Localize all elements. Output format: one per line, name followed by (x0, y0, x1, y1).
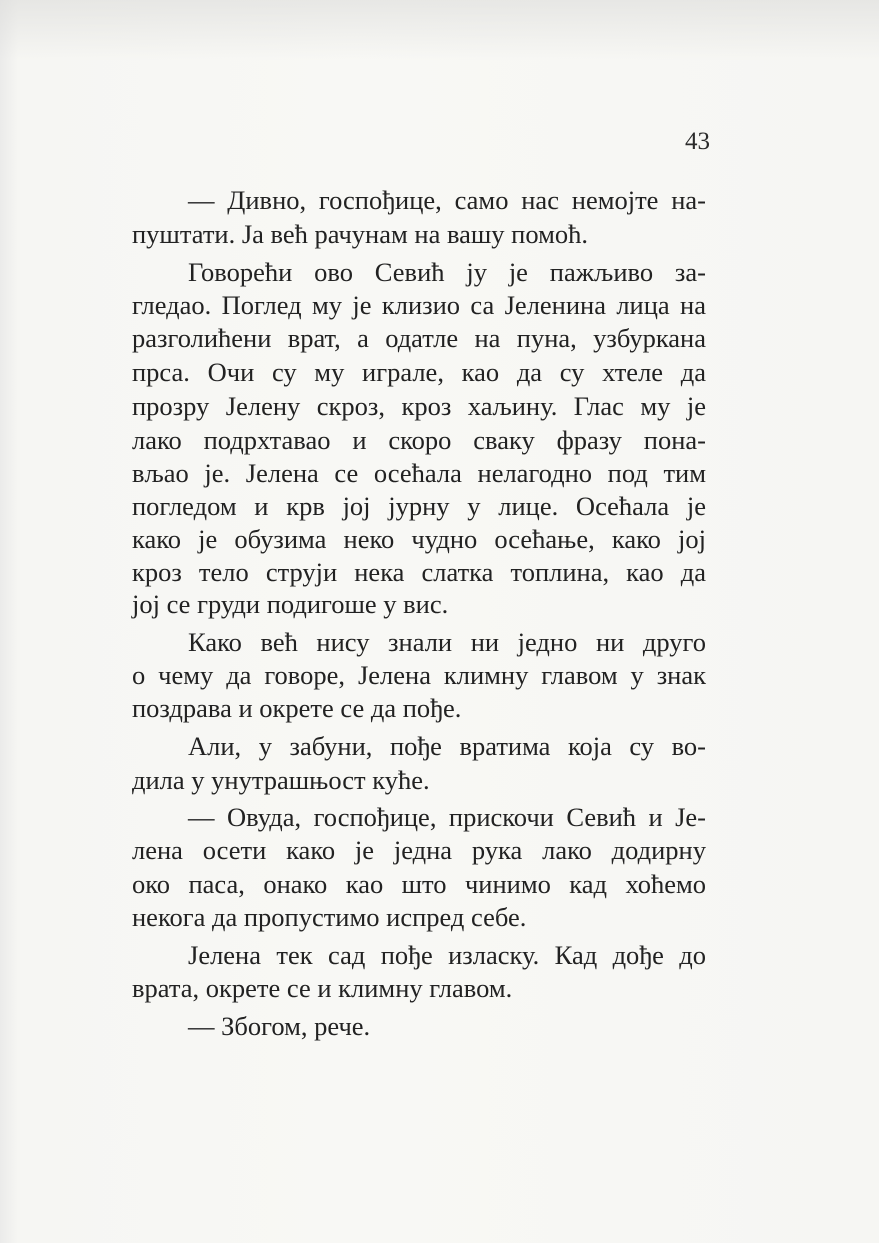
text-line: Говорећи ово Севић ју је пажљиво за- (188, 257, 706, 287)
text-line: — Дивно, госпођице, само нас немојте на- (188, 185, 706, 215)
text-line: Како већ нису знали ни једно ни друго (188, 627, 706, 657)
text-line: — Збогом, рече. (188, 1011, 371, 1041)
text-line: Јелена тек сад пође изласку. Кад дође до (188, 940, 706, 970)
text-line: разголићени врат, а одатле на пуна, узбуркана (132, 323, 706, 353)
text-line: вљао је. Јелена се осећала нелагодно под тим (132, 458, 706, 488)
text-line: кроз тело струји нека слатка топлина, као да (132, 557, 706, 587)
text-line: о чему да говоре, Јелена климну главом у знак (132, 660, 706, 690)
text-line: лако подрхтавао и скоро сваку фразу пона- (132, 425, 706, 455)
text-line: прса. Очи су му играле, као да су хтеле да (132, 357, 706, 387)
page-number: 43 (685, 128, 710, 155)
text-line: поздрава и окрете се да пође. (132, 693, 462, 723)
page-edge-shadow (0, 0, 879, 60)
text-line: прозру Јелену скроз, кроз хаљину. Глас му је (132, 391, 706, 421)
text-line: пуштати. Ја већ рачунам на вашу помоћ. (132, 219, 588, 249)
text-line: Али, у забуни, пође вратима која су во- (188, 731, 706, 761)
text-line: гледао. Поглед му је клизио са Јеленина лица на (132, 290, 706, 320)
text-line: некога да пропустимо испред себе. (132, 902, 527, 932)
text-line: врата, окрете се и климну главом. (132, 973, 513, 1003)
text-line: како је обузима неко чудно осећање, како јој (132, 524, 706, 554)
text-line: — Овуда, госпођице, прискочи Севић и Је- (188, 802, 706, 832)
text-line: јој се груди подигоше у вис. (132, 589, 449, 619)
text-line: лена осети како је једна рука лако додирну (132, 835, 706, 865)
text-line: око паса, онако као што чинимо кад хоћемо (132, 869, 706, 899)
text-line: погледом и крв јој јурну у лице. Осећала је (132, 491, 706, 521)
text-line: дила у унутрашњост куће. (132, 765, 430, 795)
